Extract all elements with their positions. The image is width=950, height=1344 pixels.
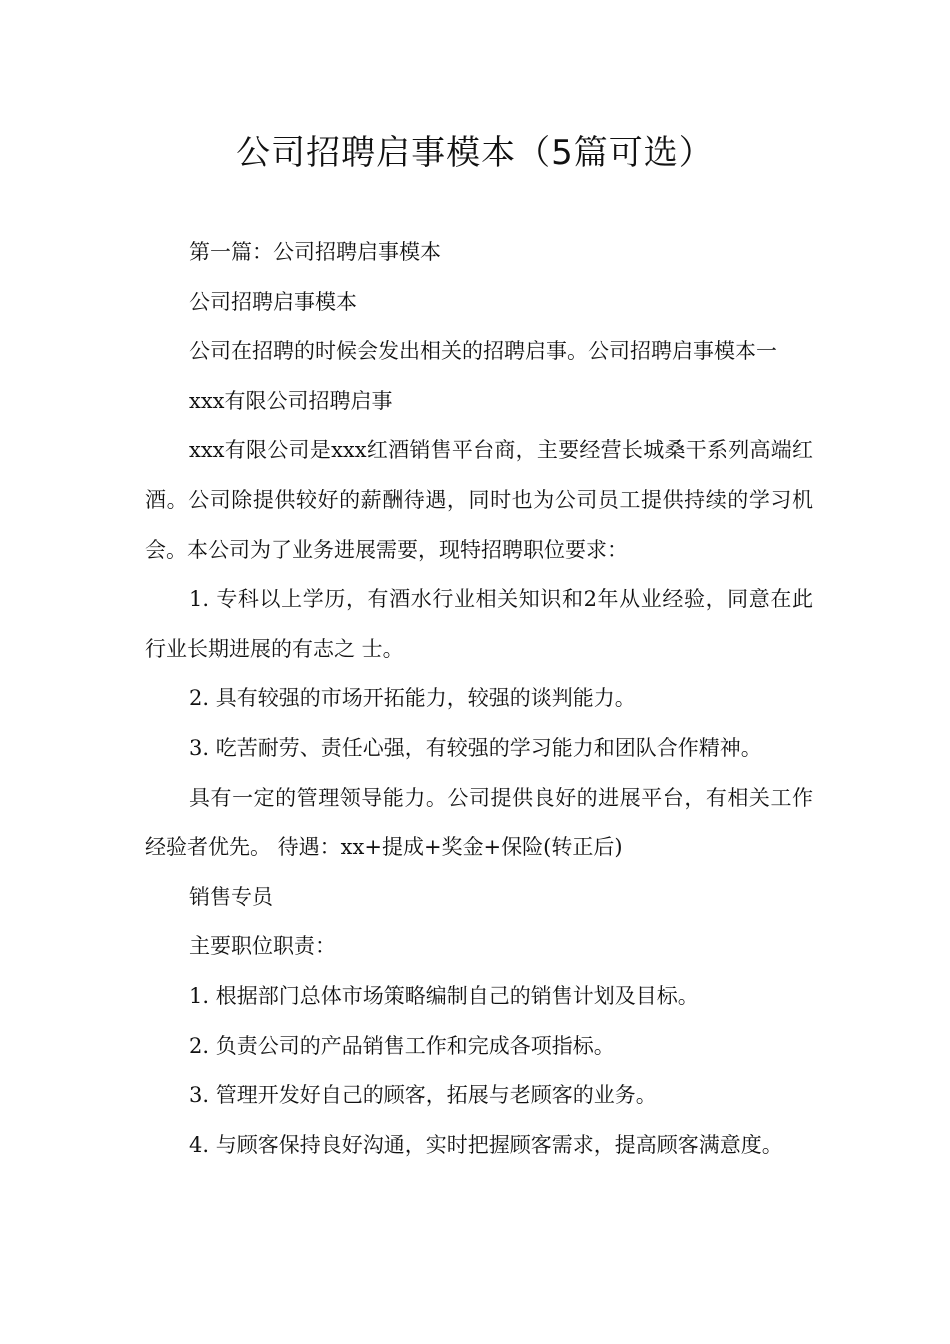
paragraph: 3. 吃苦耐劳、责任心强，有较强的学习能力和团队合作精神。 [189,735,762,760]
paragraph: 2. 负责公司的产品销售工作和完成各项指标。 [189,1033,615,1058]
paragraph: 第一篇：公司招聘启事模本 [189,240,441,264]
document-title: 公司招聘启事模本（5篇可选） [236,133,714,173]
paragraph: 1. 专科以上学历，有酒水行业相关知识和2年从业经验，同意在此行业长期进展的有志之 士。 [145,587,813,661]
paragraph: 4. 与顾客保持良好沟通，实时把握顾客需求，提高顾客满意度。 [189,1132,783,1157]
paragraph: 公司在招聘的时候会发出相关的招聘启事。公司招聘启事模本一 [189,339,777,364]
paragraph: 具有一定的管理领导能力。公司提供良好的进展平台，有相关工作经验者优先。 待遇：xx+提成+奖金+保险(转正后) [145,785,813,860]
paragraph: 3. 管理开发好自己的顾客，拓展与老顾客的业务。 [189,1083,657,1108]
paragraph: 主要职位职责： [189,934,336,959]
paragraph: 公司招聘启事模本 [189,289,357,314]
paragraph: xxx有限公司招聘启事 [189,388,393,413]
paragraph: 销售专员 [189,884,273,909]
paragraph: 1. 根据部门总体市场策略编制自己的销售计划及目标。 [189,983,699,1008]
paragraph: xxx有限公司是xxx红酒销售平台商，主要经营长城桑干系列高端红酒。公司除提供较好的薪酬待遇，同时也为公司员工提供持续的学习机会。本公司为了业务进展需要，现特招聘职位要求： [145,438,813,562]
paragraph: 2. 具有较强的市场开拓能力，较强的谈判能力。 [189,686,636,711]
document-body [145,228,813,1170]
